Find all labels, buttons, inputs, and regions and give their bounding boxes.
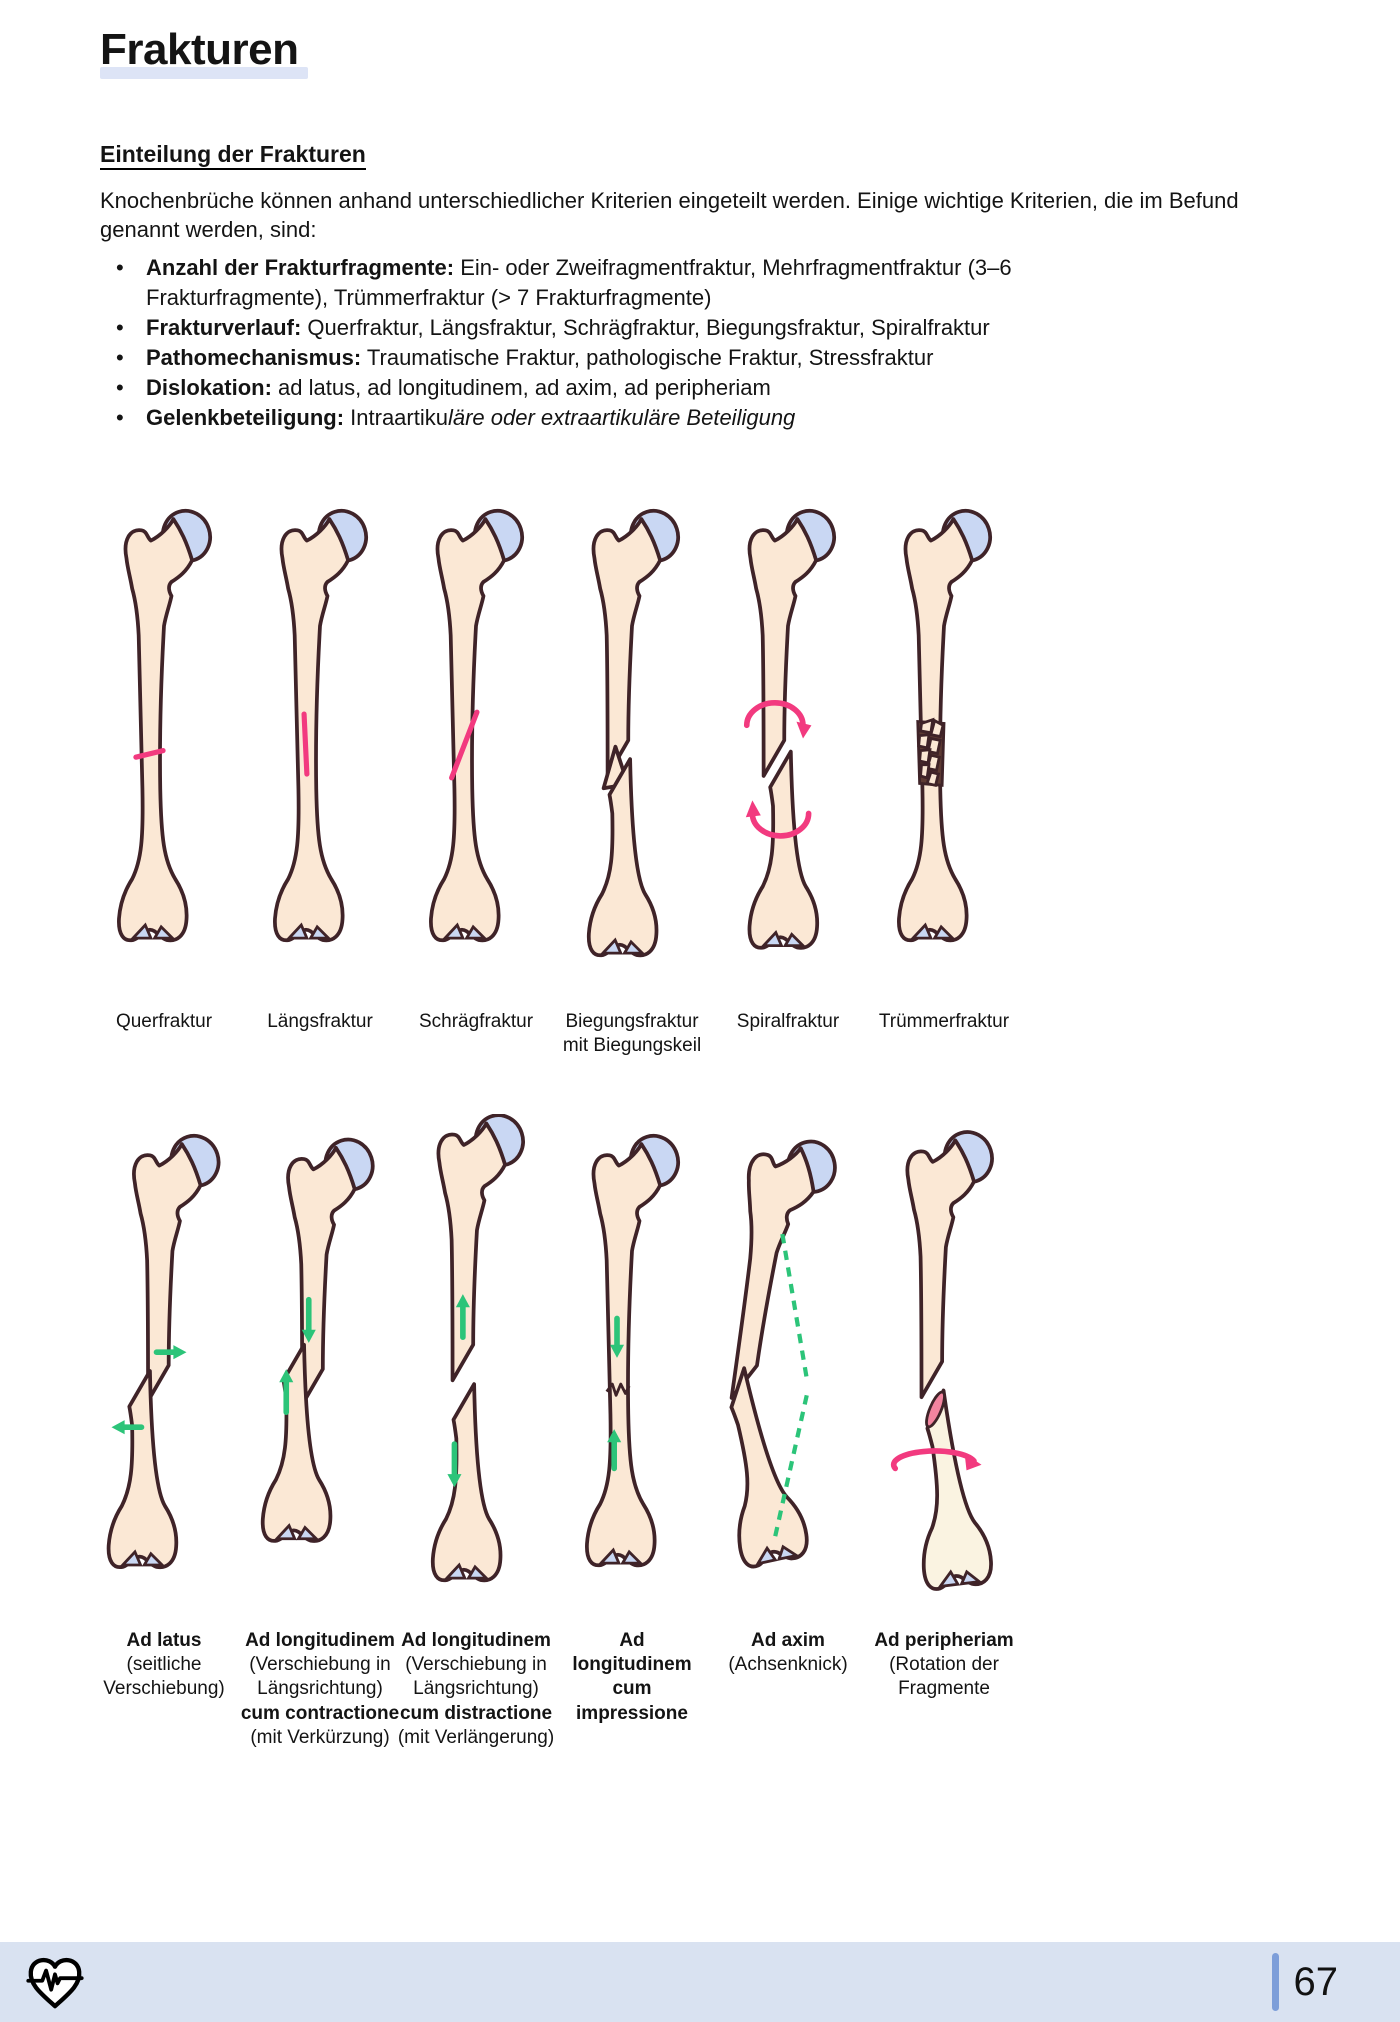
section-heading xyxy=(100,141,1400,168)
figure-caption-line: (Rotation der xyxy=(889,1654,999,1676)
figure-caption xyxy=(241,1629,399,1750)
criteria-item xyxy=(146,313,1051,343)
criteria-term: Pathomechanismus: xyxy=(146,345,362,371)
bone-distractione-illustration xyxy=(401,1114,551,1611)
bone-contractione-illustration xyxy=(245,1114,395,1611)
figure-caption-line: (Verschiebung in xyxy=(405,1654,547,1676)
figure-caption xyxy=(572,1629,691,1726)
figure-caption-line: Verschiebung) xyxy=(103,1678,225,1700)
criteria-item xyxy=(146,253,1051,313)
figure-caption-line: cum distractione xyxy=(399,1702,553,1724)
criteria-item xyxy=(146,373,1051,403)
bone-peripheriam-illustration xyxy=(869,1114,1019,1611)
bone-spiral-illustration xyxy=(713,489,863,986)
criteria-text: Intraartiku xyxy=(350,404,448,430)
figure-caption-line: Ad latus xyxy=(126,1630,202,1652)
figure-caption-line: Ad longitudinem xyxy=(401,1630,551,1652)
figure-caption xyxy=(267,1010,373,1034)
fracture-figure-laengs xyxy=(242,489,398,1058)
figure-caption-line: (mit Verkürzung) xyxy=(250,1726,390,1748)
criteria-text: Ein- oder Zweifragmentfraktur, Mehrfragmentfraktur (3–6 Frakturfragmente), Trümmerfraktur (> 7 Frakturfragmente) xyxy=(146,255,1012,311)
section-heading-text: Einteilung der Frakturen xyxy=(100,141,366,170)
figure-caption-line: Trümmerfraktur xyxy=(878,1010,1010,1032)
figure-caption-line: (seitliche xyxy=(126,1654,202,1676)
criteria-item xyxy=(146,343,1051,373)
criteria-text: Querfraktur, Längsfraktur, Schrägfraktur, Biegungsfraktur, Spiralfraktur xyxy=(307,315,990,341)
page-content xyxy=(0,0,1400,433)
figure-caption xyxy=(728,1629,847,1677)
figure-caption-line: (mit Verlängerung) xyxy=(397,1726,555,1748)
intro-paragraph: Knochenbrüche können anhand unterschiedlicher Kriterien eingeteilt werden. Einige wichtige Kriterien, die im Befund genannt werden, sind: xyxy=(100,187,1239,242)
fracture-figure-biegung xyxy=(554,489,710,1058)
fracture-figure-spiral xyxy=(710,489,866,1058)
figure-caption xyxy=(563,1010,701,1058)
page-number-accent-bar xyxy=(1272,1953,1279,2011)
figure-caption-line: Ad xyxy=(619,1630,645,1652)
bone-truemmer-illustration xyxy=(869,489,1019,986)
figure-caption-line: mit Biegungskeil xyxy=(562,1035,702,1057)
bone-laengs-illustration xyxy=(245,489,395,986)
figure-caption xyxy=(874,1629,1013,1701)
figure-caption xyxy=(398,1629,554,1750)
fracture-course-figures-row xyxy=(86,489,1026,1058)
criteria-term: Gelenkbeteiligung: xyxy=(146,404,345,430)
fracture-figure-contractione xyxy=(242,1114,398,1750)
heart-ecg-icon xyxy=(24,1954,86,2010)
fracture-figure-adlatus xyxy=(86,1114,242,1750)
criteria-term: Dislokation: xyxy=(146,375,272,401)
fracture-figure-truemmer xyxy=(866,489,1022,1058)
dislocation-figures-row xyxy=(86,1114,1026,1750)
bone-biegung-illustration xyxy=(557,489,707,986)
figure-caption-line: cum xyxy=(612,1678,652,1700)
fracture-figure-peripheriam xyxy=(866,1114,1022,1750)
figure-caption xyxy=(419,1010,533,1034)
bone-schraeg-illustration xyxy=(401,489,551,986)
figure-caption-line: Ad axim xyxy=(751,1630,825,1652)
figure-caption-line: Spiralfraktur xyxy=(736,1010,840,1032)
figure-caption-line: impressione xyxy=(576,1702,688,1724)
figure-caption xyxy=(103,1629,224,1701)
figure-caption xyxy=(116,1010,212,1034)
figure-caption-line: Biegungsfraktur xyxy=(565,1010,699,1032)
figure-caption xyxy=(879,1010,1009,1034)
bone-adaxim-illustration xyxy=(713,1114,863,1611)
fracture-figure-adaxim xyxy=(710,1114,866,1750)
figure-caption-line: cum contractione xyxy=(240,1702,400,1724)
bone-quer-illustration xyxy=(89,489,239,986)
criteria-item xyxy=(146,403,1051,433)
figure-caption-line: (Achsenknick) xyxy=(728,1654,848,1676)
criteria-text: ad latus, ad longitudinem, ad axim, ad peripheriam xyxy=(278,375,771,401)
figure-caption xyxy=(737,1010,839,1034)
page-footer xyxy=(0,1942,1400,2022)
figure-caption-line: (Verschiebung in xyxy=(249,1654,391,1676)
bone-impressione-illustration xyxy=(557,1114,707,1611)
figure-caption-line: Querfraktur xyxy=(115,1010,213,1032)
criteria-term: Anzahl der Frakturfragmente: xyxy=(146,255,455,281)
page-title: Frakturen xyxy=(100,25,299,74)
figure-caption-line: Längsfraktur xyxy=(267,1010,373,1032)
figure-caption-line: longitudinem xyxy=(572,1654,692,1676)
figure-caption-line: Ad peripheriam xyxy=(874,1630,1014,1652)
criteria-term: Frakturverlauf: xyxy=(146,315,302,341)
figure-caption-line: Fragmente xyxy=(898,1678,990,1700)
fracture-figure-distractione xyxy=(398,1114,554,1750)
fracture-figure-impressione xyxy=(554,1114,710,1750)
page-number-group xyxy=(1272,1953,1339,2011)
criteria-text-italic: läre oder extraartikuläre Beteiligung xyxy=(447,404,796,430)
criteria-list xyxy=(100,253,1051,432)
figure-caption-line: Schrägfraktur xyxy=(418,1010,534,1032)
figure-caption-line: Längsrichtung) xyxy=(413,1678,539,1700)
figure-caption-line: Ad longitudinem xyxy=(245,1630,395,1652)
figure-caption-line: Längsrichtung) xyxy=(257,1678,383,1700)
fracture-figure-quer xyxy=(86,489,242,1058)
fracture-figure-schraeg xyxy=(398,489,554,1058)
bone-adlatus-illustration xyxy=(89,1114,239,1611)
page-number: 67 xyxy=(1293,1959,1338,2004)
criteria-text: Traumatische Fraktur, pathologische Fraktur, Stressfraktur xyxy=(366,345,934,371)
